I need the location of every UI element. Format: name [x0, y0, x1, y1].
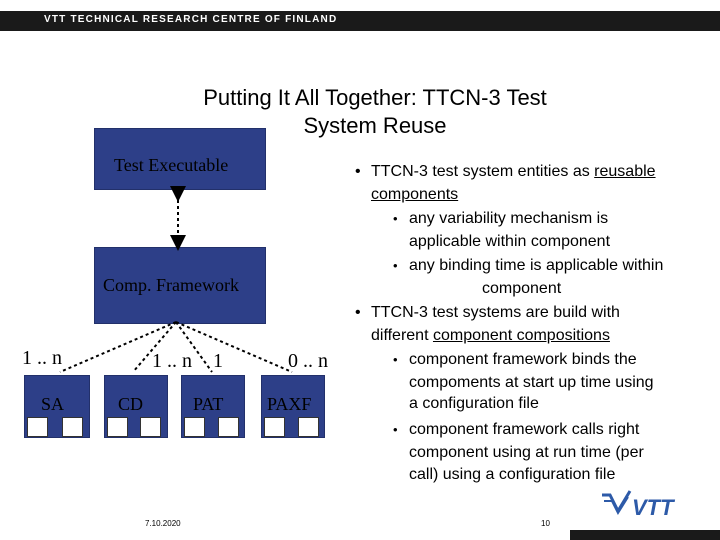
test-executable-label: Test Executable [114, 155, 229, 175]
port-icon [62, 417, 83, 437]
bullet-marker-icon: • [393, 211, 398, 226]
bullet-3-cont: component [482, 280, 562, 297]
bullet-6-cont-2: call) using a configuration file [409, 466, 616, 483]
header-org-name: VTT TECHNICAL RESEARCH CENTRE OF FINLAND [44, 14, 338, 25]
port-icon [218, 417, 239, 437]
bullet-marker-icon: • [355, 304, 361, 321]
bullet-5-cont-1: compoments at start up time using [409, 374, 654, 391]
component-sa-label: SA [41, 394, 65, 414]
port-icon [27, 417, 48, 437]
port-icon [298, 417, 319, 437]
bullet-3: any binding time is applicable within [409, 257, 664, 274]
multiplicity-sa: 1 .. n [22, 347, 62, 369]
slide-title-line1: Putting It All Together: TTCN-3 Test [203, 85, 547, 110]
vtt-logo-icon [600, 489, 682, 521]
multiplicity-paxf: 0 .. n [288, 350, 328, 372]
port-icon [184, 417, 205, 437]
bullet-2-cont: applicable within component [409, 233, 611, 250]
bullet-5: component framework binds the [409, 351, 637, 368]
multiplicity-cd: 1 .. n [152, 350, 192, 372]
bullet-1-text-underlined: reusable [594, 163, 656, 180]
footer-page-number: 10 [541, 519, 550, 528]
footer-date: 7.10.2020 [145, 519, 181, 528]
bullet-1 [371, 160, 656, 183]
component-pat-label: PAT [193, 394, 224, 414]
multiplicity-pat: 1 [213, 350, 223, 372]
bullet-marker-icon: • [393, 352, 398, 367]
bullet-4-cont [371, 324, 610, 347]
port-icon [264, 417, 285, 437]
bullet-marker-icon: • [393, 258, 398, 273]
footer-stripe [570, 530, 720, 540]
bullet-marker-icon: • [355, 163, 361, 180]
bullet-6-cont-1: component using at run time (per [409, 444, 644, 461]
bullet-1-text-a: TTCN-3 test system entities as [371, 163, 595, 180]
bullet-6: component framework calls right [409, 421, 640, 438]
bullet-marker-icon: • [393, 422, 398, 437]
bullet-4: TTCN-3 test systems are build with [371, 304, 620, 321]
port-icon [140, 417, 161, 437]
comp-framework-label: Comp. Framework [103, 275, 239, 295]
bullet-1-cont: components [371, 186, 459, 203]
bullet-4-cont-underlined: component compositions [432, 327, 610, 344]
bullet-4-cont-a: different [371, 327, 433, 344]
component-paxf-label: PAXF [267, 394, 312, 414]
bullet-5-cont-2: a configuration file [409, 395, 539, 412]
slide-title-line2: System Reuse [303, 113, 447, 138]
svg-text:VTT: VTT [632, 495, 674, 520]
port-icon [107, 417, 128, 437]
component-cd-label: CD [118, 394, 144, 414]
bullet-2: any variability mechanism is [409, 210, 609, 227]
